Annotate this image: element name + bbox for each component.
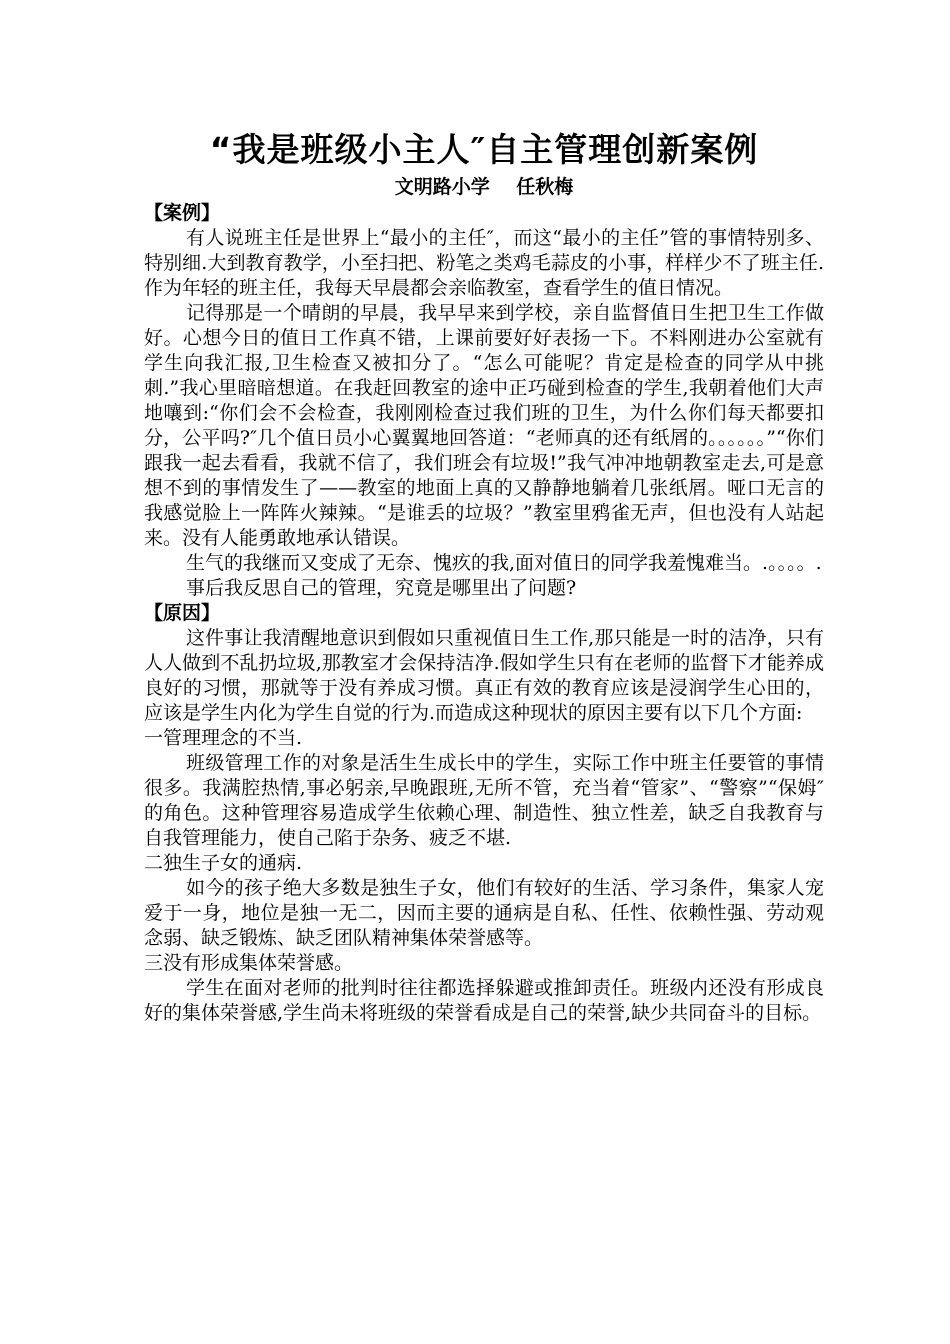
- case-paragraph-3: 生气的我继而又变成了无奈、愧疚的我,面对值日的同学我羞愧难当。.。。。。.: [186, 552, 822, 574]
- case-paragraph-4: 事后我反思自己的管理，究竟是哪里出了问题?: [186, 577, 577, 599]
- section-case: [144, 201, 824, 601]
- reason-subheading-3: 三没有形成集体荣誉感。: [144, 952, 354, 974]
- reason-paragraph-1: 班级管理工作的对象是活生生成长中的学生，实际工作中班主任要管的事情很多。我满腔热情,事必躬亲,早晚跟班,无所不管，充当着“管家”、“警察”“保姆″的角色。这种管理容易造成学生依赖心理、制造性、独立性差，缺乏自我教育与自我管理能力，使自己陷于杂务、疲乏不堪.: [144, 752, 824, 849]
- reason-paragraph-3: 学生在面对老师的批判时往往都选择躲避或推卸责任。班级内还没有形成良好的集体荣誉感,学生尚未将班级的荣誉看成是自己的荣誉,缺少共同奋斗的目标。: [144, 977, 824, 1024]
- reason-paragraph-intro: 这件事让我清醒地意识到假如只重视值日生工作,那只能是一时的洁净，只有人人做到不乱扔垃圾,那教室才会保持洁净.假如学生只有在老师的监督下才能养成良好的习惯，那就等于没有养成习惯。真正有效的教育应该是浸润学生心田的，应该是学生内化为学生自觉的行为.而造成这种现状的原因主要有以下几个方面:: [144, 627, 824, 724]
- reason-paragraph-2: 如今的孩子绝大多数是独生子女，他们有较好的生活、学习条件，集家人宠爱于一身，地位是独一无二，因而主要的通病是自私、任性、依赖性强、劳动观念弱、缺乏锻炼、缺乏团队精神集体荣誉感等。: [144, 877, 824, 949]
- section-heading-case: 【案例】: [144, 202, 221, 224]
- reason-subheading-2: 二独生子女的通病.: [144, 852, 303, 874]
- author-line: 文明路小学 任秋梅: [394, 176, 574, 198]
- reason-subheading-1: 一管理理念的不当.: [144, 727, 303, 749]
- section-heading-reason: 【原因】: [144, 602, 221, 624]
- section-reason: [144, 601, 824, 1026]
- document-title: “我是班级小主人″自主管理创新案例: [209, 130, 759, 169]
- case-paragraph-2: 记得那是一个晴朗的早晨，我早早来到学校，亲自监督值日生把卫生工作做好。心想今日的值日工作真不错，上课前要好好表扬一下。不料刚进办公室就有学生向我汇报,卫生检查又被扣分了。“怎么可能呢？肯定是检查的同学从中挑刺.”我心里暗暗想道。在我赶回教室的途中正巧碰到检查的学生,我朝着他们大声地嚷到:“你们会不会检查，我刚刚检查过我们班的卫生，为什么你们每天都要扣分，公平吗?″几个值日员小心翼翼地回答道：“老师真的还有纸屑的。。。。。。”“你们跟我一起去看看，我就不信了，我们班会有垃圾!”我气冲冲地朝教室走去,可是意想不到的事情发生了——教室的地面上真的又静静地躺着几张纸屑。哑口无言的我感觉脸上一阵阵火辣辣。“是谁丢的垃圾？”教室里鸦雀无声，但也没有人站起来。没有人能勇敢地承认错误。: [144, 302, 824, 549]
- case-paragraph-1: 有人说班主任是世界上“最小的主任″，而这“最小的主任”管的事情特别多、特别细.大到教育教学，小至扫把、粉笔之类鸡毛蒜皮的小事，样样少不了班主任.作为年轻的班主任，我每天早晨都会亲临教室，查看学生的值日情况。: [144, 227, 824, 299]
- document-page: [144, 126, 824, 1026]
